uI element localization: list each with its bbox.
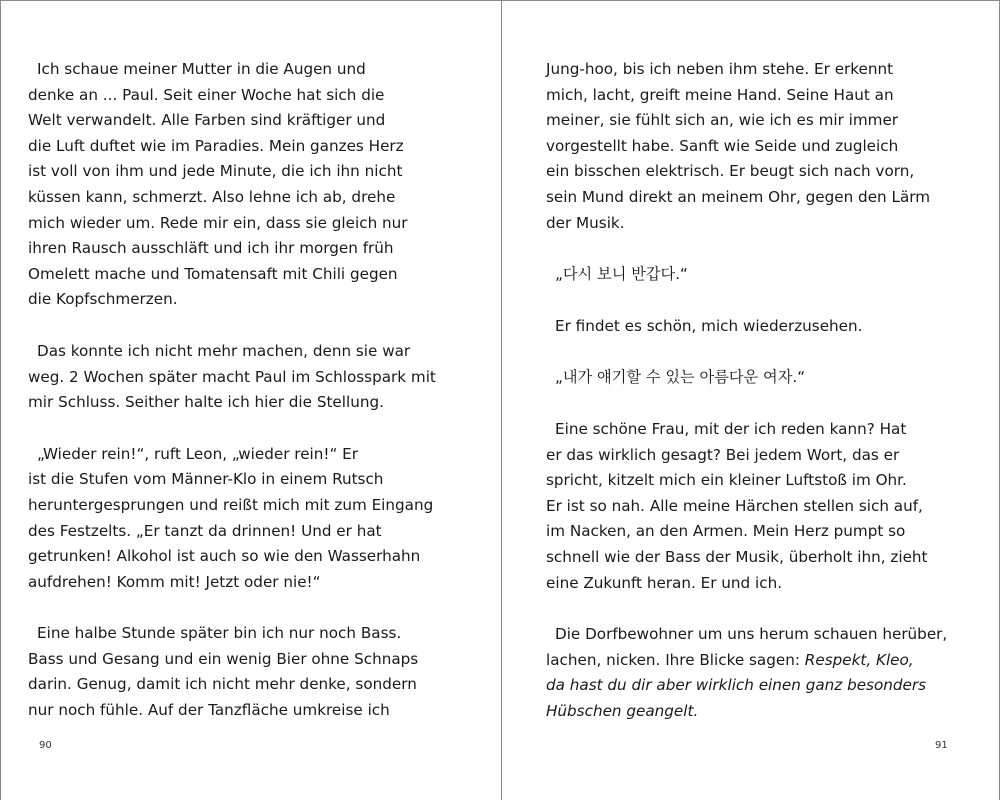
italic-text: Respekt, Kleo, da hast du dir aber wirklich einen ganz besonders Hübschen geangelt. xyxy=(546,650,927,720)
paragraph: Eine halbe Stunde später bin ich nur noch Bass. Bass und Gesang und ein wenig Bier ohne Schnaps darin. Genug, damit ich nicht mehr denke, sondern nur noch fühle. Auf der Tanzfläche umkreise ich xyxy=(28,624,419,720)
page-number: 90 xyxy=(39,740,52,751)
paragraph: Eine schöne Frau, mit der ich reden kann? Hat er das wirklich gesagt? Bei jedem Wort, das er spricht, kitzelt mich ein kleiner Luftstoß im Ohr. Er ist so nah. Alle meine Härchen stellen sich auf, im Nacken, an den Armen. Mein Herz pumpt so schnell wie der Bass der Musik, überholt ihn, zieht eine Zukunft heran. Er und ich. xyxy=(546,419,928,592)
paragraph-text: Die Dorfbewohner um uns herum schauen herüber, lachen, nicken. Ihre Blicke sagen: xyxy=(546,625,948,669)
korean-dialogue: „내가 얘기할 수 있는 아름다운 여자.“ xyxy=(555,368,806,387)
right-page xyxy=(546,57,961,777)
paragraph: Jung-hoo, bis ich neben ihm stehe. Er erkennt mich, lacht, greift meine Hand. Seine Haut an meiner, sie fühlt sich an, wie ich es mir immer vorgestellt habe. Sanft wie Seide und zugleich ein bisschen elektrisch. Er beugt sich nach vorn, sein Mund direkt an meinem Ohr, gegen den Lärm der Musik. xyxy=(546,60,931,232)
page-number: 91 xyxy=(935,740,948,751)
paragraph: Er findet es schön, mich wiederzusehen. xyxy=(555,316,863,335)
paragraph: „Wieder rein!“, ruft Leon, „wieder rein!“ Er ist die Stufen vom Männer-Klo in einem Rutsch heruntergesprungen und reißt mich mit zum Eingang des Festzelts. „Er tanzt da drinnen! Und er hat getrunken! Alkohol ist auch so wie den Wasserhahn aufdrehen! Komm mit! Jetzt oder nie!“ xyxy=(28,444,434,591)
paragraph: Das konnte ich nicht mehr machen, denn sie war weg. 2 Wochen später macht Paul im Schlosspark mit mir Schluss. Seither halte ich hier die Stellung. xyxy=(28,341,436,412)
korean-dialogue: „다시 보니 반갑다.“ xyxy=(555,265,688,284)
paragraph: Ich schaue meiner Mutter in die Augen und denke an ... Paul. Seit einer Woche hat sich die Welt verwandelt. Alle Farben sind kräftiger und die Luft duftet wie im Paradies. Mein ganzes Herz ist voll von ihm und jede Minute, die ich ihn nicht küssen kann, schmerzt. Also lehne ich ab, drehe mich wieder um. Rede mir ein, dass sie gleich nur ihren Rausch ausschläft und ich ihr morgen früh Omelett mache und Tomatensaft mit Chili gegen die Kopfschmerzen. xyxy=(28,60,408,309)
paragraph xyxy=(546,622,961,724)
page-gutter xyxy=(501,1,502,800)
left-page xyxy=(28,57,448,777)
